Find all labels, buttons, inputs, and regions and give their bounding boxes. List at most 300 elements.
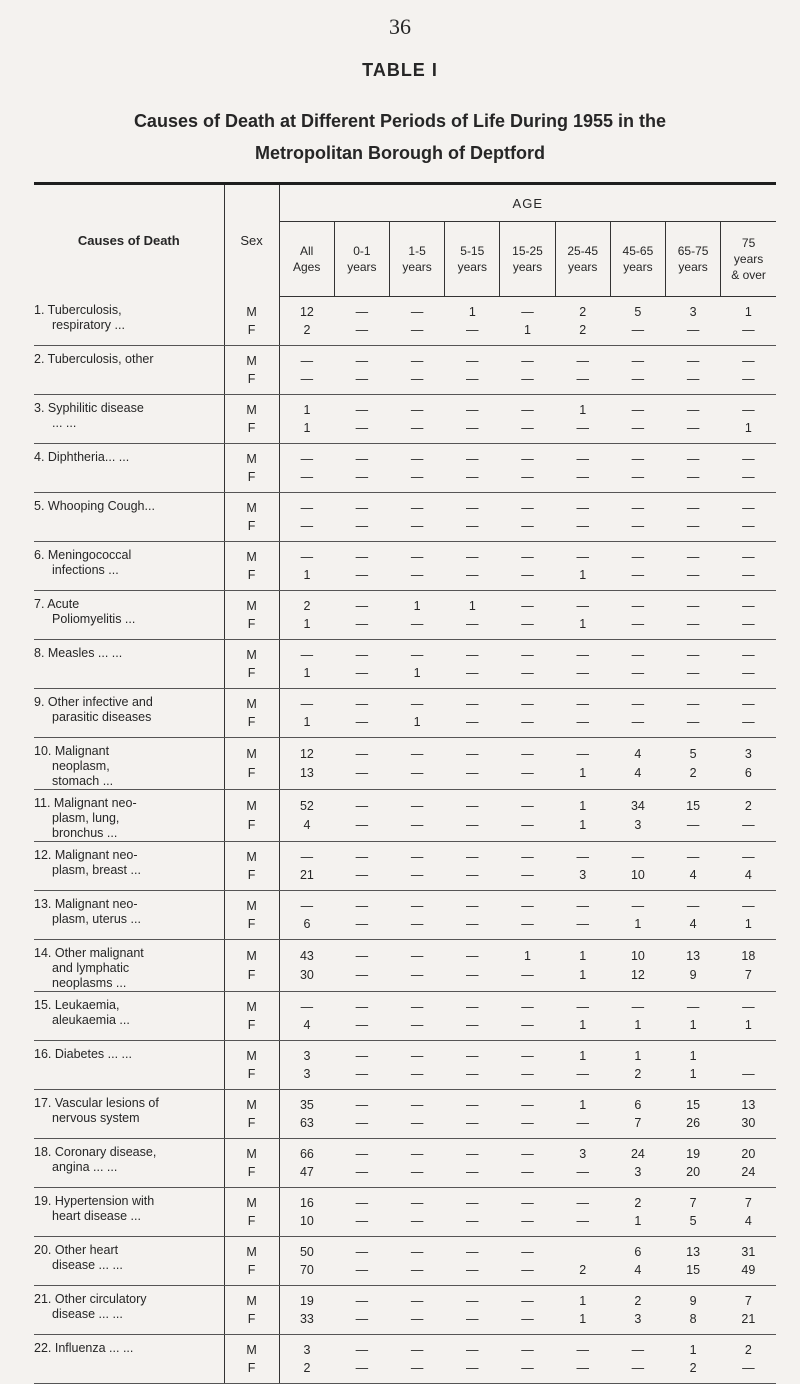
value-cell: — <box>410 1049 424 1063</box>
value-cell: — <box>334 915 389 940</box>
value-cell: — <box>686 899 700 913</box>
value-cell: 1 <box>279 713 334 738</box>
value-cell: 7 <box>721 966 776 992</box>
header-age-group-line: years <box>623 260 653 274</box>
value-cell: 1 <box>666 1016 721 1041</box>
table-row <box>34 1188 776 1213</box>
cause-of-death-line: heart disease ... <box>52 1209 141 1223</box>
value-cell: — <box>721 615 776 640</box>
sex-cell: F <box>224 1212 279 1237</box>
value-cell: — <box>334 1212 389 1237</box>
value-cell: — <box>631 850 645 864</box>
value-cell: — <box>389 764 444 790</box>
sex-cell: M <box>224 1188 279 1213</box>
value-cell: — <box>500 915 555 940</box>
cause-of-death-line: 2. Tuberculosis, other <box>34 352 154 366</box>
sex-cell: M <box>224 738 279 764</box>
sex-cell: M <box>224 842 279 867</box>
value-cell: — <box>721 816 776 842</box>
value-cell: — <box>410 550 424 564</box>
value-cell: — <box>410 798 424 813</box>
value-cell: — <box>334 664 389 689</box>
value-cell: — <box>445 1114 500 1139</box>
cause-of-death-line: 9. Other infective and <box>34 695 153 709</box>
value-cell: — <box>389 468 444 493</box>
value-cell: — <box>666 321 721 346</box>
value-cell: 3 <box>744 746 752 761</box>
value-cell: 12 <box>279 738 334 764</box>
value-cell: 1 <box>555 1016 610 1041</box>
value-cell: — <box>445 713 500 738</box>
value-cell: 1 <box>634 1049 642 1063</box>
value-cell: — <box>521 305 534 319</box>
table-title: TABLE I <box>362 60 438 80</box>
value-cell: — <box>355 501 369 515</box>
sex-cell: M <box>224 591 279 616</box>
value-cell: 21 <box>279 866 334 891</box>
value-cell: 1 <box>579 1294 587 1308</box>
value-cell: — <box>686 550 700 564</box>
value-cell: 4 <box>721 1212 776 1237</box>
value-cell: — <box>355 1294 369 1308</box>
value-cell: — <box>631 1343 645 1357</box>
sex-cell: M <box>224 1335 279 1360</box>
table-row <box>34 1090 776 1115</box>
header-age-group <box>445 222 500 297</box>
value-cell: — <box>666 517 721 542</box>
value-cell: 1 <box>279 566 334 591</box>
value-cell: 52 <box>279 790 334 816</box>
value-cell: — <box>500 468 555 493</box>
header-age-group-line: years <box>402 260 432 274</box>
value-cell: — <box>742 403 755 417</box>
sex-cell: M <box>224 992 279 1017</box>
value-cell: — <box>555 915 610 940</box>
value-cell: — <box>466 1196 479 1210</box>
value-cell: — <box>466 948 479 963</box>
cause-of-death-line: 11. Malignant neo- <box>34 796 137 810</box>
value-cell: — <box>555 1065 610 1090</box>
value-cell: — <box>521 1294 534 1308</box>
table-row <box>34 738 776 764</box>
sex-cell: F <box>224 370 279 395</box>
value-cell: 1 <box>721 419 776 444</box>
value-cell: — <box>521 697 534 711</box>
value-cell: 1 <box>279 615 334 640</box>
value-cell: 3 <box>555 866 610 891</box>
value-cell: — <box>355 1049 369 1063</box>
value-cell: — <box>742 648 755 662</box>
value-cell: 1 <box>744 305 752 319</box>
value-cell: — <box>334 1261 389 1286</box>
value-cell: — <box>279 689 334 714</box>
value-cell: — <box>410 305 424 319</box>
value-cell: — <box>389 866 444 891</box>
value-cell: 13 <box>686 1245 701 1259</box>
value-cell: — <box>410 1147 424 1161</box>
value-cell: — <box>466 1098 479 1112</box>
value-cell: 3 <box>579 1147 587 1161</box>
value-cell: 6 <box>721 764 776 790</box>
value-cell: 1 <box>579 948 587 963</box>
value-cell: — <box>355 1245 369 1259</box>
header-sex: Sex <box>224 185 279 297</box>
value-cell: 2 <box>634 1196 642 1210</box>
header-age-group-line: years <box>512 260 543 274</box>
value-cell: 2 <box>555 1261 610 1286</box>
value-cell: — <box>576 452 589 466</box>
cause-of-death-cell <box>34 891 224 940</box>
cause-of-death-line: 4. Diphtheria... ... <box>34 450 130 464</box>
value-cell: — <box>445 966 500 992</box>
header-age-group-line: 5-15 <box>460 244 485 258</box>
value-cell: — <box>666 664 721 689</box>
cause-of-death-line: 17. Vascular lesions of <box>34 1096 159 1110</box>
value-cell: — <box>686 697 700 711</box>
sex-cell: F <box>224 866 279 891</box>
value-cell: 70 <box>279 1261 334 1286</box>
value-cell: — <box>521 1196 534 1210</box>
header-age-group <box>721 222 776 297</box>
value-cell: — <box>355 1343 369 1357</box>
value-cell: — <box>355 599 369 613</box>
sex-cell: F <box>224 764 279 790</box>
sex-cell: M <box>224 542 279 567</box>
cause-of-death-line: ... ... <box>52 416 77 430</box>
value-cell: 1 <box>555 615 610 640</box>
value-cell: — <box>410 899 424 913</box>
value-cell: 24 <box>630 1147 645 1161</box>
value-cell: — <box>721 1359 776 1384</box>
cause-of-death-line: 10. Malignant <box>34 744 110 758</box>
value-cell: — <box>334 1016 389 1041</box>
value-cell: — <box>721 321 776 346</box>
value-cell: — <box>686 354 700 368</box>
value-cell: 19 <box>686 1147 701 1161</box>
value-cell: — <box>355 948 369 963</box>
value-cell: — <box>334 468 389 493</box>
value-cell: — <box>466 1343 479 1357</box>
value-cell: — <box>445 566 500 591</box>
cause-of-death-cell <box>34 1237 224 1286</box>
value-cell: — <box>500 664 555 689</box>
value-cell: — <box>334 517 389 542</box>
value-cell: — <box>666 370 721 395</box>
value-cell: — <box>686 648 700 662</box>
cause-of-death-line: 7. Acute <box>34 597 80 611</box>
value-cell: — <box>355 798 369 813</box>
value-cell: — <box>631 403 645 417</box>
sex-cell: M <box>224 1090 279 1115</box>
value-cell: — <box>500 1212 555 1237</box>
value-cell: — <box>610 1359 665 1384</box>
value-cell: — <box>334 370 389 395</box>
value-cell: — <box>500 1114 555 1139</box>
value-cell: — <box>721 468 776 493</box>
value-cell: — <box>666 713 721 738</box>
value-cell: 18 <box>741 948 756 963</box>
value-cell: — <box>610 615 665 640</box>
value-cell: — <box>410 697 424 711</box>
value-cell: — <box>355 452 369 466</box>
table-row <box>34 1335 776 1360</box>
value-cell: 5 <box>689 746 697 761</box>
table-row <box>34 297 776 322</box>
value-cell: 1 <box>689 1049 697 1063</box>
value-cell: — <box>389 915 444 940</box>
value-cell: — <box>500 1163 555 1188</box>
header-age-group <box>666 222 721 297</box>
value-cell: — <box>466 697 479 711</box>
cause-of-death-line: 18. Coronary disease, <box>34 1145 157 1159</box>
value-cell: — <box>555 1114 610 1139</box>
value-cell: — <box>576 746 589 761</box>
value-cell: — <box>686 501 700 515</box>
value-cell: — <box>610 664 665 689</box>
value-cell: 6 <box>279 915 334 940</box>
cause-of-death-line: Poliomyelitis ... <box>52 612 136 626</box>
value-cell: — <box>521 1147 534 1161</box>
cause-of-death-line: 3. Syphilitic disease <box>34 401 144 415</box>
value-cell: — <box>576 648 589 662</box>
value-cell: 2 <box>744 1343 752 1357</box>
cause-of-death-line: neoplasms ... <box>52 976 127 990</box>
header-age-group-line: years <box>457 260 487 274</box>
value-cell: — <box>279 444 334 469</box>
value-cell: — <box>555 713 610 738</box>
cause-of-death-line: 6. Meningococcal <box>34 548 132 562</box>
sex-cell: F <box>224 713 279 738</box>
sex-cell: M <box>224 790 279 816</box>
value-cell: 8 <box>666 1310 721 1335</box>
header-age-group-line: years <box>733 252 764 266</box>
header-age-group-line: 65-75 <box>677 244 709 258</box>
sex-cell: M <box>224 444 279 469</box>
value-cell: — <box>445 664 500 689</box>
value-cell: — <box>631 550 645 564</box>
value-cell: — <box>500 816 555 842</box>
sex-cell: F <box>224 915 279 940</box>
cause-of-death-cell <box>34 591 224 640</box>
value-cell: — <box>466 452 479 466</box>
value-cell: — <box>466 354 479 368</box>
header-age-group-line: years <box>678 260 708 274</box>
table-row <box>34 1041 776 1066</box>
value-cell: — <box>555 1212 610 1237</box>
value-cell: — <box>410 648 424 662</box>
value-cell: — <box>666 816 721 842</box>
value-cell: — <box>466 1147 479 1161</box>
value-cell: — <box>631 452 645 466</box>
value-cell: — <box>466 501 479 515</box>
value-cell: 1 <box>524 948 531 963</box>
value-cell: — <box>610 468 665 493</box>
value-cell: 5 <box>666 1212 721 1237</box>
value-cell: 2 <box>555 321 610 346</box>
cause-of-death-line: 13. Malignant neo- <box>34 897 138 911</box>
table-row <box>34 1139 776 1164</box>
value-cell: 1 <box>721 915 776 940</box>
value-cell: 10 <box>610 866 665 891</box>
value-cell: — <box>500 1359 555 1384</box>
cause-of-death-line: 21. Other circulatory <box>34 1292 147 1306</box>
value-cell: 1 <box>279 664 334 689</box>
table-row <box>34 493 776 518</box>
sex-cell: F <box>224 615 279 640</box>
value-cell: 1 <box>500 321 555 346</box>
cause-of-death-cell <box>34 542 224 591</box>
value-cell: — <box>334 816 389 842</box>
value-cell: — <box>279 370 334 395</box>
value-cell: — <box>610 321 665 346</box>
value-cell: — <box>576 1343 589 1357</box>
cause-of-death-cell <box>34 346 224 395</box>
cause-of-death-cell <box>34 1286 224 1335</box>
value-cell: 10 <box>630 948 645 963</box>
cause-of-death-line: 8. Measles ... ... <box>34 646 123 660</box>
value-cell: 10 <box>279 1212 334 1237</box>
sex-cell: F <box>224 321 279 346</box>
table-row <box>34 940 776 966</box>
value-cell: — <box>466 1049 479 1063</box>
cause-of-death-line: plasm, lung, <box>52 811 120 825</box>
value-cell: 2 <box>634 1294 642 1308</box>
sex-cell: F <box>224 1163 279 1188</box>
value-cell: — <box>445 1016 500 1041</box>
value-cell: — <box>631 648 645 662</box>
sex-cell: F <box>224 566 279 591</box>
value-cell: 30 <box>721 1114 776 1139</box>
value-cell: — <box>389 370 444 395</box>
value-cell: — <box>521 746 534 761</box>
page-number: 36 <box>389 14 411 39</box>
header-age-group <box>279 222 334 297</box>
value-cell: — <box>686 452 700 466</box>
value-cell: 7 <box>744 1196 752 1210</box>
value-cell: — <box>279 346 334 371</box>
value-cell: 13 <box>686 948 701 963</box>
value-cell: — <box>445 615 500 640</box>
value-cell: — <box>742 599 755 613</box>
value-cell: — <box>466 403 479 417</box>
value-cell: 1 <box>721 1016 776 1041</box>
value-cell: — <box>466 550 479 564</box>
header-age-group-line: 1-5 <box>408 244 426 258</box>
value-cell: — <box>279 493 334 518</box>
value-cell: — <box>445 1212 500 1237</box>
value-cell: — <box>445 419 500 444</box>
table-row <box>34 992 776 1017</box>
value-cell: — <box>742 550 755 564</box>
header-age-group-line: 15-25 <box>512 244 543 258</box>
value-cell: 26 <box>666 1114 721 1139</box>
table-row <box>34 790 776 816</box>
value-cell: — <box>500 1016 555 1041</box>
value-cell: — <box>466 1294 479 1308</box>
value-cell: — <box>410 1098 424 1112</box>
sex-cell: M <box>224 640 279 665</box>
header-age-group <box>555 222 610 297</box>
value-cell: — <box>355 1147 369 1161</box>
table-row <box>34 542 776 567</box>
value-cell: 15 <box>666 1261 721 1286</box>
header-age-group-line: All <box>300 244 314 258</box>
table-row <box>34 640 776 665</box>
value-cell: 1 <box>555 816 610 842</box>
sex-cell: M <box>224 346 279 371</box>
cause-of-death-cell <box>34 842 224 891</box>
value-cell: — <box>721 370 776 395</box>
value-cell: 33 <box>279 1310 334 1335</box>
header-age-group-line: 0-1 <box>353 244 371 258</box>
sex-cell: F <box>224 816 279 842</box>
value-cell: — <box>355 850 369 864</box>
value-cell: 3 <box>279 1065 334 1090</box>
value-cell: — <box>466 798 479 813</box>
value-cell: 24 <box>721 1163 776 1188</box>
value-cell: — <box>666 615 721 640</box>
cause-of-death-line: 1. Tuberculosis, <box>34 302 122 317</box>
value-cell: — <box>410 1196 424 1210</box>
value-cell: 20 <box>741 1147 756 1161</box>
value-cell: — <box>355 354 369 368</box>
value-cell: — <box>500 419 555 444</box>
value-cell: — <box>334 966 389 992</box>
value-cell: — <box>389 1212 444 1237</box>
value-cell: — <box>521 354 534 368</box>
value-cell: 4 <box>610 1261 665 1286</box>
value-cell: 1 <box>579 403 587 417</box>
value-cell: — <box>355 648 369 662</box>
sex-cell: M <box>224 689 279 714</box>
header-age-group <box>610 222 665 297</box>
value-cell: — <box>576 1000 589 1014</box>
value-cell: 34 <box>630 798 645 813</box>
cause-of-death-line: 16. Diabetes ... ... <box>34 1047 132 1061</box>
value-cell: 1 <box>555 764 610 790</box>
table-row <box>34 1237 776 1262</box>
value-cell: — <box>410 403 424 417</box>
table-body <box>34 297 776 1384</box>
value-cell: — <box>576 501 589 515</box>
sex-cell: M <box>224 493 279 518</box>
value-cell: 1 <box>279 395 334 420</box>
value-cell: — <box>742 899 755 913</box>
table-subtitle-line-1: Causes of Death at Different Periods of Life During 1955 in the <box>133 111 667 131</box>
value-cell: — <box>466 899 479 913</box>
value-cell: 50 <box>279 1237 334 1262</box>
table-row <box>34 842 776 867</box>
value-cell: 2 <box>579 305 587 319</box>
cause-of-death-cell <box>34 738 224 790</box>
value-cell: 66 <box>279 1139 334 1164</box>
cause-of-death-line: 20. Other heart <box>34 1243 119 1257</box>
value-cell: — <box>721 664 776 689</box>
sex-cell: M <box>224 1286 279 1311</box>
value-cell: 6 <box>634 1098 642 1112</box>
value-cell: — <box>334 1310 389 1335</box>
value-cell: — <box>334 1114 389 1139</box>
value-cell: — <box>389 419 444 444</box>
cause-of-death-cell <box>34 1090 224 1139</box>
value-cell: — <box>355 697 369 711</box>
value-cell: 1 <box>579 1049 587 1063</box>
value-cell: — <box>610 419 665 444</box>
value-cell: 43 <box>279 940 334 966</box>
value-cell: — <box>334 419 389 444</box>
sex-cell: F <box>224 1065 279 1090</box>
value-cell: — <box>576 850 589 864</box>
